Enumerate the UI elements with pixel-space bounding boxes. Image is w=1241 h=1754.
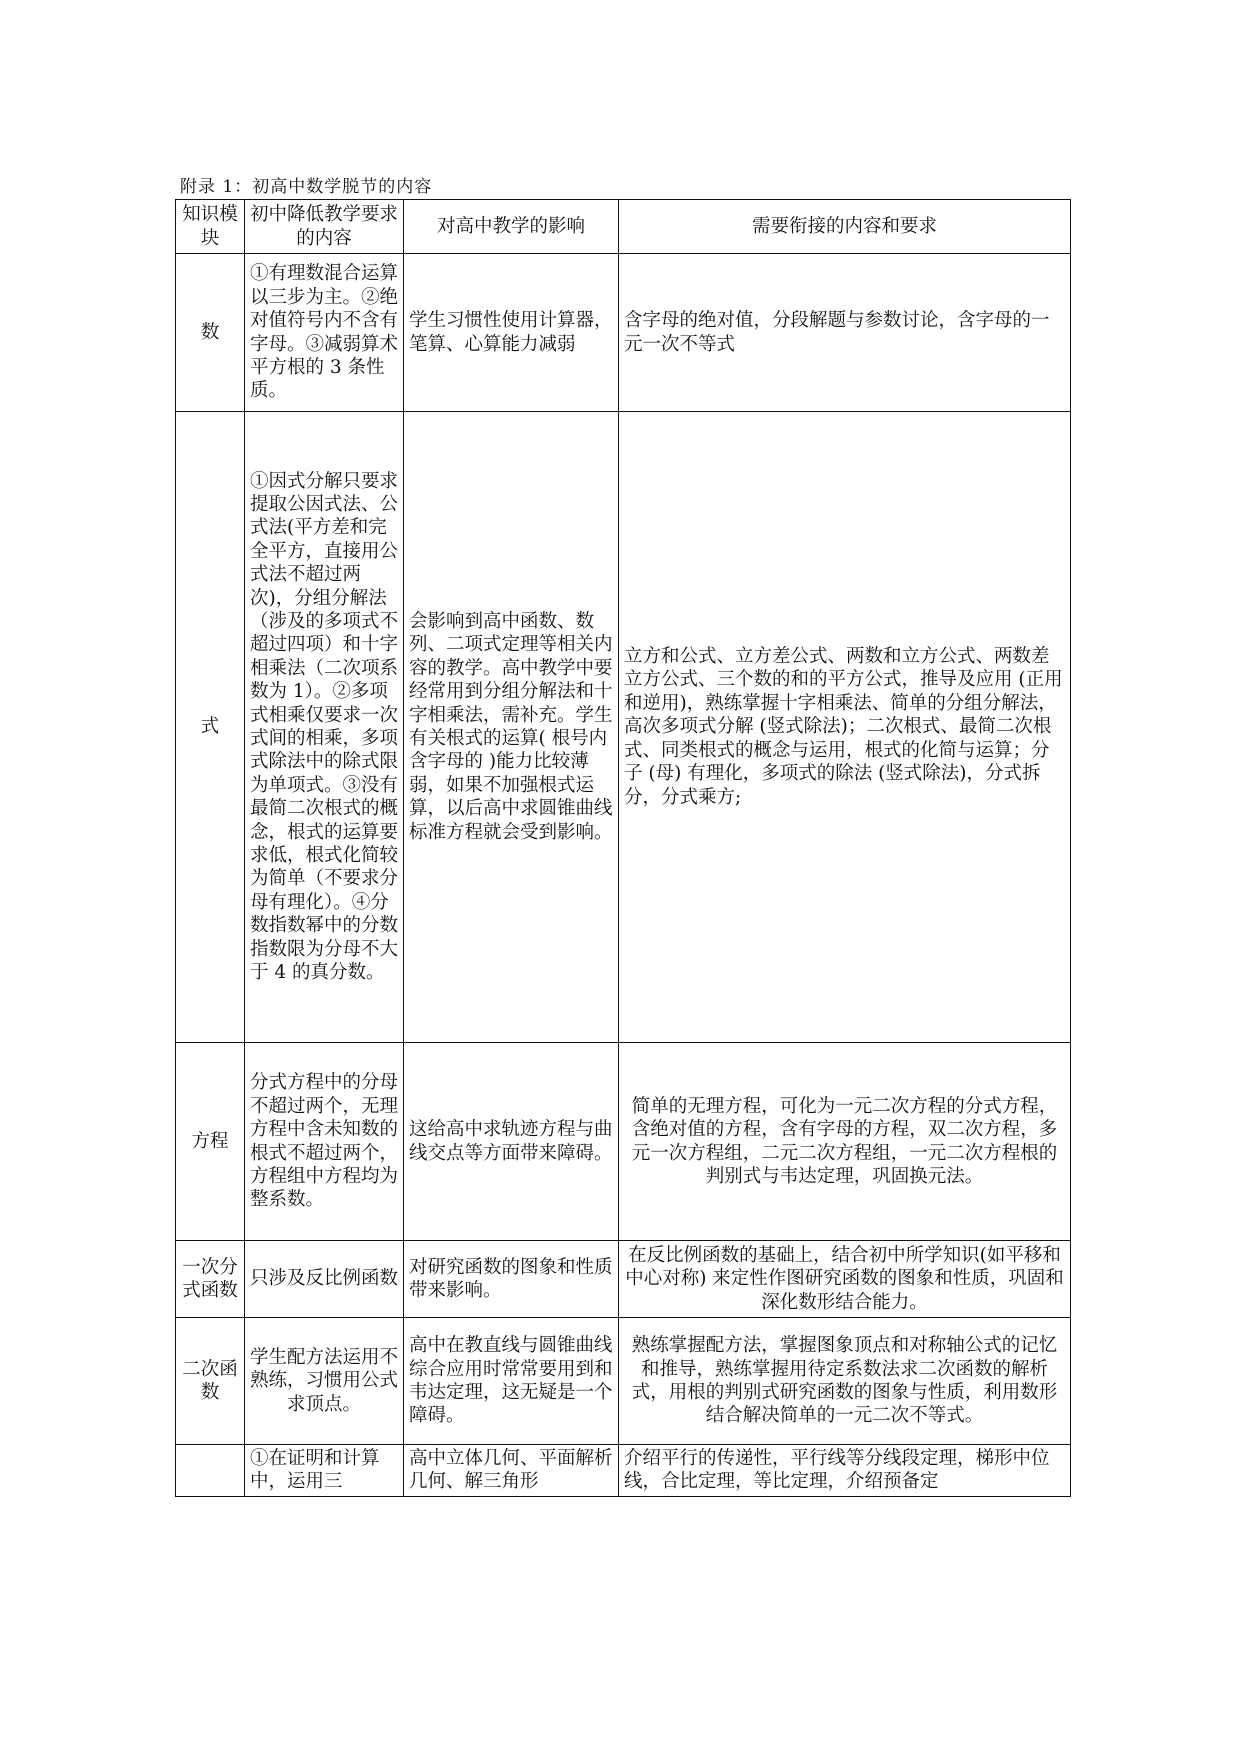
- row-module: [176, 1445, 245, 1497]
- row-impact: 会影响到高中函数、数列、二项式定理等相关内容的教学。高中教学中要经常用到分组分解法和十字相乘法，需补充。学生有关根式的运算( 根号内含字母的 )能力比较薄弱，如果不加强根式运算，以后高中求圆锥曲线标准方程就会受到影响。: [404, 412, 619, 1043]
- table-row: [176, 254, 1071, 412]
- row-impact: 高中立体几何、平面解析几何、解三角形: [404, 1445, 619, 1497]
- row-bridge: 含字母的绝对值，分段解题与参数讨论，含字母的一元一次不等式: [619, 254, 1071, 412]
- row-junior: ①有理数混合运算以三步为主。②绝对值符号内不含有字母。③减弱算术平方根的 3 条性质。: [245, 254, 404, 412]
- table-row: [176, 412, 1071, 1043]
- row-module: 二次函数: [176, 1318, 245, 1445]
- row-impact: 学生习惯性使用计算器，笔算、心算能力减弱: [404, 254, 619, 412]
- row-bridge: 介绍平行的传递性，平行线等分线段定理，梯形中位线，合比定理，等比定理，介绍预备定: [619, 1445, 1071, 1497]
- row-bridge: 在反比例函数的基础上，结合初中所学知识(如平移和中心对称) 来定性作图研究函数的图象和性质，巩固和深化数形结合能力。: [619, 1241, 1071, 1318]
- header-module: 知识模块: [176, 200, 245, 254]
- row-junior: ①因式分解只要求提取公因式法、公式法(平方差和完全平方，直接用公式法不超过两次)，分组分解法（涉及的多项式不超过四项）和十字相乘法（二次项系数为 1）。②多项式相乘仅要求一次式间的相乘，多项式除法中的除式限为单项式。③没有最简二次根式的概念，根式的运算要求低，根式化简较为简单（不要求分母有理化）。④分数指数幂中的分数指数限为分母不大于 4 的真分数。: [245, 412, 404, 1043]
- page-title: 附录 1：初高中数学脱节的内容: [180, 177, 433, 197]
- row-module: 式: [176, 412, 245, 1043]
- row-module: 一次分式函数: [176, 1241, 245, 1318]
- content-table: [175, 199, 1071, 1497]
- row-junior: 只涉及反比例函数: [245, 1241, 404, 1318]
- header-bridge: 需要衔接的内容和要求: [619, 200, 1071, 254]
- header-junior: 初中降低教学要求的内容: [245, 200, 404, 254]
- row-module: 方程: [176, 1043, 245, 1241]
- table-row: [176, 1241, 1071, 1318]
- row-bridge: 立方和公式、立方差公式、两数和立方公式、两数差立方公式、三个数的和的平方公式，推导及应用 (正用和逆用)，熟练掌握十字相乘法、简单的分组分解法，高次多项式分解 (竖式除法)；二次根式、最简二次根式、同类根式的概念与运用，根式的化简与运算；分子 (母) 有理化，多项式的除法 (竖式除法)，分式拆分，分式乘方;: [619, 412, 1071, 1043]
- row-junior: ①在证明和计算中，运用三: [245, 1445, 404, 1497]
- table-header-row: [176, 200, 1071, 254]
- row-impact: 高中在教直线与圆锥曲线综合应用时常常要用到和韦达定理，这无疑是一个障碍。: [404, 1318, 619, 1445]
- table-row: [176, 1043, 1071, 1241]
- row-bridge: 熟练掌握配方法，掌握图象顶点和对称轴公式的记忆和推导，熟练掌握用待定系数法求二次函数的解析式，用根的判别式研究函数的图象与性质，利用数形结合解决简单的一元二次不等式。: [619, 1318, 1071, 1445]
- row-module: 数: [176, 254, 245, 412]
- table-row: [176, 1318, 1071, 1445]
- row-junior: 学生配方法运用不熟练，习惯用公式求顶点。: [245, 1318, 404, 1445]
- row-junior: 分式方程中的分母不超过两个，无理方程中含未知数的根式不超过两个，方程组中方程均为整系数。: [245, 1043, 404, 1241]
- table-row: [176, 1445, 1071, 1497]
- header-impact: 对高中教学的影响: [404, 200, 619, 254]
- row-bridge: 简单的无理方程，可化为一元二次方程的分式方程，含绝对值的方程，含有字母的方程，双二次方程，多元一次方程组，二元二次方程组，一元二次方程根的判别式与韦达定理，巩固换元法。: [619, 1043, 1071, 1241]
- row-impact: 这给高中求轨迹方程与曲线交点等方面带来障碍。: [404, 1043, 619, 1241]
- row-impact: 对研究函数的图象和性质带来影响。: [404, 1241, 619, 1318]
